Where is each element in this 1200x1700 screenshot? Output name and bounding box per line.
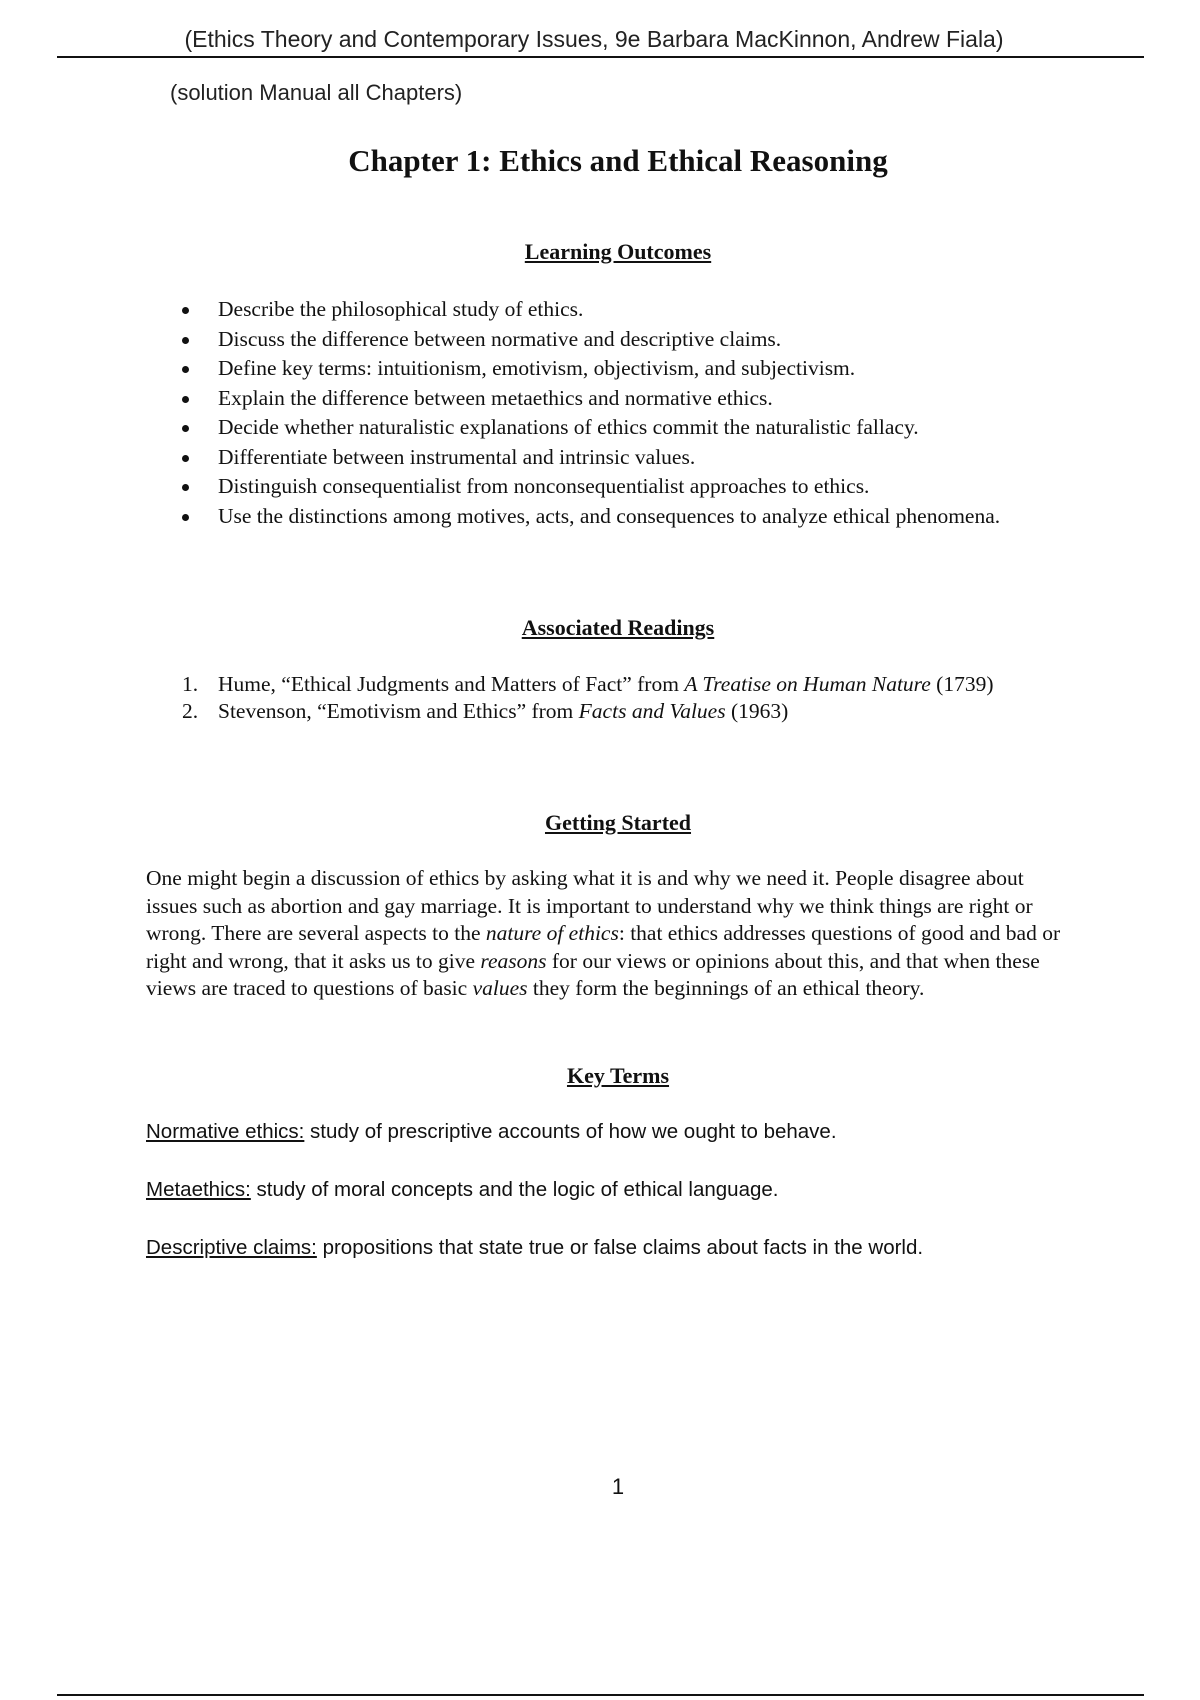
list-item-text: Distinguish consequentialist from nonconsequentialist approaches to ethics. — [218, 474, 870, 498]
bullet-icon — [182, 366, 189, 373]
key-term: Metaethics: — [146, 1178, 251, 1201]
bullet-icon — [182, 455, 189, 462]
reading-work-title: Facts and Values — [578, 698, 726, 723]
reading-item — [182, 671, 1062, 698]
key-term: Descriptive claims: — [146, 1236, 317, 1259]
chapter-title: Chapter 1: Ethics and Ethical Reasoning — [348, 143, 888, 178]
reading-text: Hume, “Ethical Judgments and Matters of Fact” from — [218, 672, 685, 696]
paragraph-text: One might begin a discussion of ethics by asking what it is and why we need it. People disagree about issues such as abortion and gay marriage. It is important to understand why we think things are right or wrong. There are several aspects to the — [146, 866, 1033, 945]
header-rule — [57, 56, 1144, 58]
key-term-definition: propositions that state true or false claims about facts in the world. — [316, 1236, 924, 1259]
getting-started-paragraph — [146, 865, 1076, 1003]
footer-rule — [57, 1694, 1144, 1696]
reading-item — [182, 698, 1062, 725]
key-terms-heading: Key Terms — [566, 1063, 670, 1088]
key-term-entry — [146, 1236, 1106, 1260]
list-item — [182, 354, 1062, 384]
key-term-entry — [146, 1178, 1106, 1202]
bullet-icon — [182, 396, 189, 403]
associated-readings-heading: Associated Readings — [521, 615, 715, 640]
list-item — [182, 295, 1062, 325]
key-term-entry — [146, 1120, 1106, 1144]
list-item-text: Differentiate between instrumental and intrinsic values. — [218, 444, 696, 469]
list-item-text: Discuss the difference between normative and descriptive claims. — [218, 326, 782, 351]
reading-year: (1963) — [725, 698, 789, 723]
list-item — [182, 472, 1062, 502]
bullet-icon — [182, 484, 189, 491]
bullet-icon — [182, 514, 189, 521]
list-item — [182, 502, 1062, 532]
emphasis-text: values — [472, 976, 528, 1000]
paragraph-text: they form the beginnings of an ethical theory. — [527, 976, 925, 1000]
reading-work-title: A Treatise on Human Nature — [684, 672, 931, 696]
key-term: Normative ethics: — [146, 1120, 305, 1143]
list-item — [182, 384, 1062, 414]
list-item-text: Decide whether naturalistic explanations of ethics commit the naturalistic fallacy. — [218, 415, 919, 439]
learning-outcomes-heading: Learning Outcomes — [524, 239, 712, 264]
list-item-text: Use the distinctions among motives, acts, and consequences to analyze ethical phenomena. — [218, 503, 1001, 528]
getting-started-heading: Getting Started — [544, 810, 692, 835]
list-item — [182, 413, 1062, 443]
sub-header: (solution Manual all Chapters) — [170, 80, 463, 105]
emphasis-text: reasons — [480, 948, 547, 973]
paragraph-text: : that ethics addresses questions of good and bad or right and wrong, that it asks us to give — [146, 921, 1061, 973]
list-item — [182, 443, 1062, 473]
reading-number: 1. — [182, 672, 199, 696]
bullet-icon — [182, 337, 189, 344]
list-item — [182, 325, 1062, 355]
paragraph-text: for our views or opinions about this, and that when these views are traced to questions of basic — [146, 948, 1040, 1000]
bullet-icon — [182, 307, 189, 314]
running-header: (Ethics Theory and Contemporary Issues, 9e Barbara MacKinnon, Andrew Fiala) — [184, 26, 1004, 52]
associated-readings-list — [182, 671, 1062, 724]
page-number: 1 — [611, 1474, 625, 1499]
list-item-text: Define key terms: intuitionism, emotivism, objectivism, and subjectivism. — [218, 356, 856, 380]
emphasis-text: nature of ethics — [485, 921, 619, 945]
key-term-definition: study of prescriptive accounts of how we ought to behave. — [304, 1120, 837, 1143]
list-item-text: Explain the difference between metaethics and normative ethics. — [218, 385, 773, 410]
list-item-text: Describe the philosophical study of ethics. — [218, 297, 584, 321]
learning-outcomes-list — [182, 295, 1062, 531]
bullet-icon — [182, 425, 189, 432]
key-term-definition: study of moral concepts and the logic of ethical language. — [250, 1178, 779, 1201]
reading-text: Stevenson, “Emotivism and Ethics” from — [218, 698, 579, 723]
reading-number: 2. — [182, 698, 199, 723]
reading-year: (1739) — [930, 672, 994, 696]
